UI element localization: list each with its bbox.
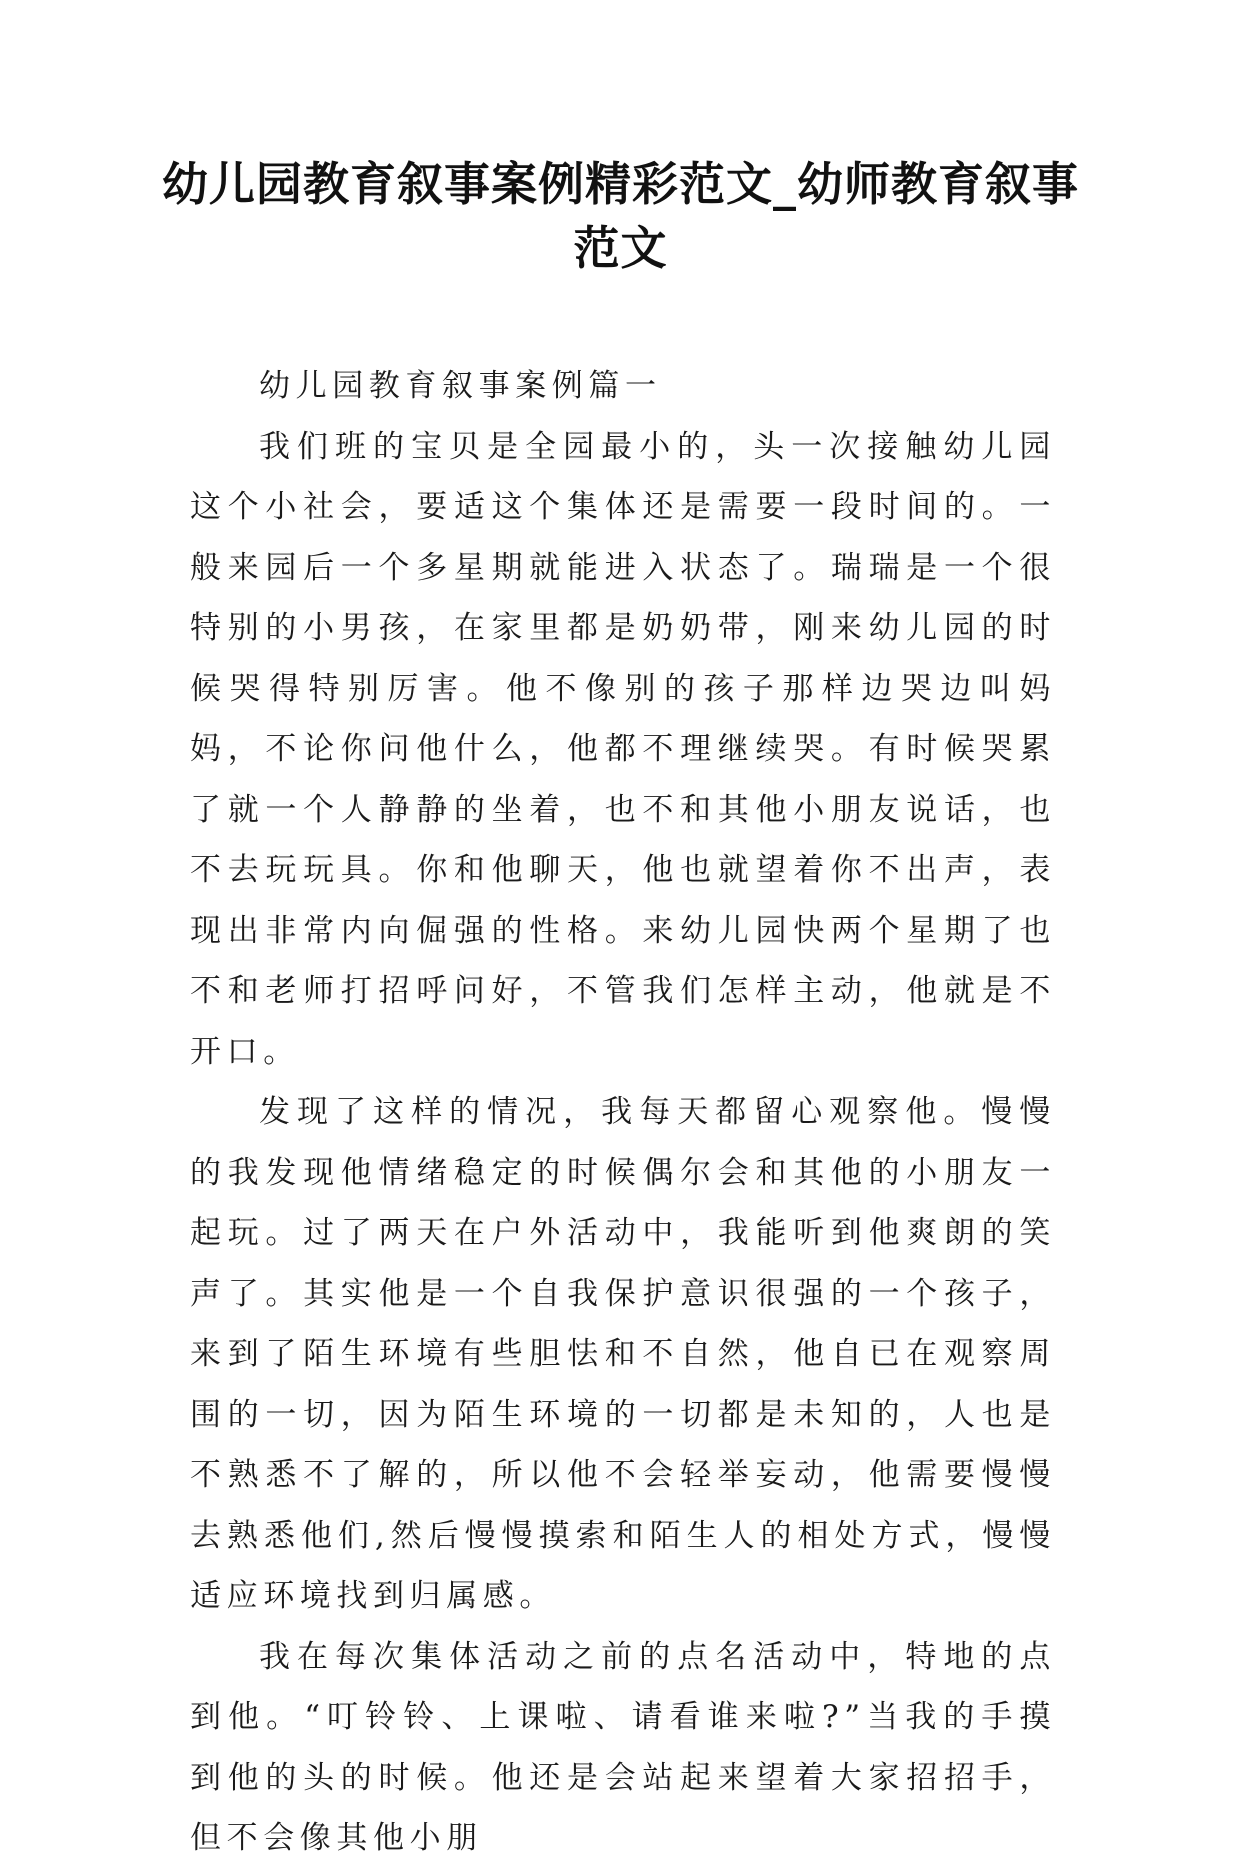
paragraph: 我们班的宝贝是全园最小的，头一次接触幼儿园这个小社会，要适这个集体还是需要一段时间的。一般来园后一个多星期就能进入状态了。瑞瑞是一个很特别的小男孩，在家里都是奶奶带，刚来幼儿园的时候哭得特别厉害。他不像别的孩子那样边哭边叫妈妈，不论你问他什么，他都不理继续哭。有时候哭累了就一个人静静的坐着，也不和其他小朋友说话，也不去玩玩具。你和他聊天，他也就望着你不出声，表现出非常内向倔强的性格。来幼儿园快两个星期了也不和老师打招呼问好，不管我们怎样主动，他就是不开口。 [190, 428, 1056, 1070]
paragraph: 发现了这样的情况，我每天都留心观察他。慢慢的我发现他情绪稳定的时候偶尔会和其他的小朋友一起玩。过了两天在户外活动中，我能听到他爽朗的笑声了。其实他是一个自我保护意识很强的一个孩子，来到了陌生环境有些胆怯和不自然，他自已在观察周围的一切，因为陌生环境的一切都是未知的，人也是不熟悉不了解的，所以他不会轻举妄动，他需要慢慢去熟悉他们,然后慢慢摸索和陌生人的相处方式，慢慢适应环境找到归属感。 [190, 1094, 1056, 1614]
section-heading: 幼儿园教育叙事案例篇一 [259, 368, 662, 404]
document-title: 幼儿园教育叙事案例精彩范文_幼师教育叙事范文 [162, 157, 1079, 275]
document-body [190, 356, 1056, 1869]
paragraph: 我在每次集体活动之前的点名活动中，特地的点到他。“叮铃铃、上课啦、请看谁来啦?”当我的手摸到他的头的时候。他还是会站起来望着大家招招手，但不会像其他小朋 [190, 1638, 1056, 1856]
